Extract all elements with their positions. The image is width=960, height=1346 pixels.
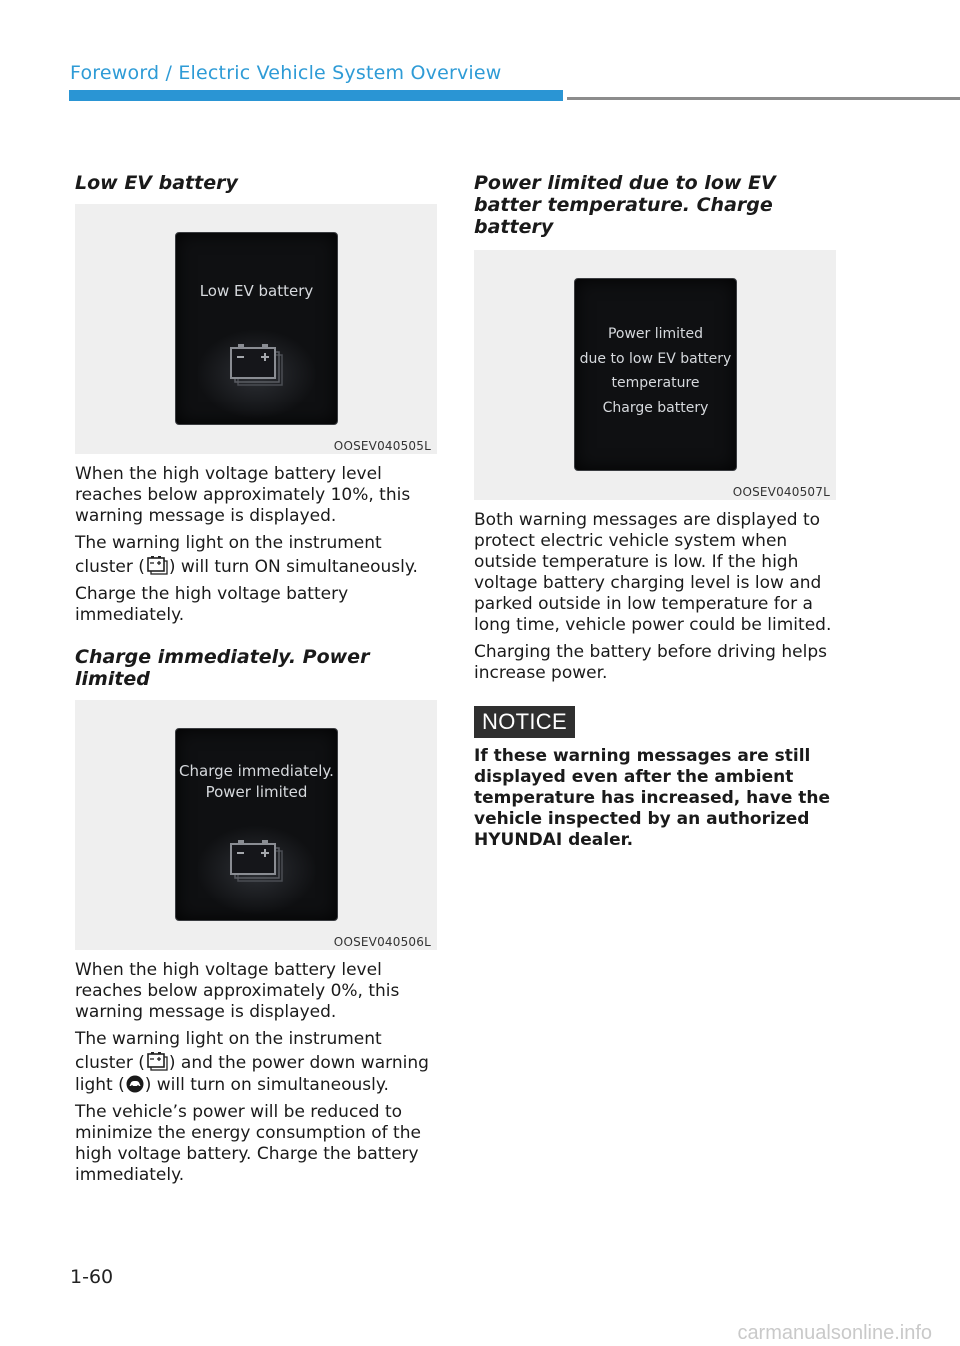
paragraph: When the high voltage battery level reaches below approximately 0%, this warning message is displayed.: [75, 960, 400, 1022]
section-charge-immediately: [75, 646, 437, 1186]
paragraph: Charge the high voltage battery immediately.: [75, 584, 349, 625]
notice-text: If these warning messages are still displayed even after the ambient temperature has increased, have the vehicle inspected by an authorized HYUNDAI dealer.: [474, 746, 831, 850]
screen-message: Power limited due to low EV battery temperature Charge battery: [579, 326, 732, 416]
figure-low-ev-battery: [75, 204, 437, 454]
section-title: Low EV battery: [75, 172, 238, 194]
watermark: carmanualsonline.info: [737, 1322, 932, 1344]
cluster-screen: [574, 278, 737, 471]
paragraph: When the high voltage battery level reaches below approximately 10%, this warning message is displayed.: [75, 464, 411, 526]
section-title: Charge immediately. Power limited: [75, 646, 370, 690]
screen-message: Low EV battery: [199, 282, 314, 300]
left-column: [75, 172, 437, 1192]
header-bar-gray: [567, 97, 960, 100]
ev-battery-warning-icon: [145, 1050, 169, 1072]
cluster-screen: [175, 728, 338, 921]
page-header-title: Foreword / Electric Vehicle System Overview: [70, 62, 502, 84]
page-number: 1-60: [70, 1266, 114, 1288]
screen-message: Charge immediately. Power limited: [179, 762, 334, 801]
figure-code: OOSEV040506L: [333, 935, 431, 949]
ev-battery-warning-icon: [145, 554, 169, 576]
section-title: Power limited due to low EV batter temperature. Charge battery: [474, 172, 776, 238]
ev-battery-warning-icon: [228, 837, 286, 883]
paragraph-with-icon: The warning light on the instrument cluster ( ) will turn ON simultaneously.: [75, 533, 418, 577]
header-bar-blue: [69, 90, 563, 101]
figure-code: OOSEV040505L: [333, 439, 431, 453]
figure-charge-immediately: [75, 700, 437, 950]
power-down-warning-icon: [125, 1074, 145, 1094]
figure-code: OOSEV040507L: [732, 485, 830, 499]
notice-box: [474, 706, 836, 851]
section-power-limited-temperature: [474, 172, 836, 684]
notice-badge: NOTICE: [474, 706, 575, 738]
right-column: [474, 172, 836, 851]
paragraph: The vehicle’s power will be reduced to minimize the energy consumption of the high voltage battery. Charge the battery immediately.: [75, 1102, 421, 1185]
ev-battery-warning-icon: [228, 341, 286, 387]
figure-power-limited: [474, 250, 836, 500]
cluster-screen: [175, 232, 338, 425]
section-low-ev-battery: [75, 172, 437, 626]
paragraph: Both warning messages are displayed to protect electric vehicle system when outside temperature is low. If the high voltage battery charging level is low and parked outside in low temperature for a long time, vehicle power could be limited.: [474, 510, 832, 635]
paragraph-with-icons: The warning light on the instrument cluster ( ) and the power down warning light ( ) will turn on simultaneously.: [75, 1029, 429, 1095]
paragraph: Charging the battery before driving helps increase power.: [474, 642, 827, 683]
